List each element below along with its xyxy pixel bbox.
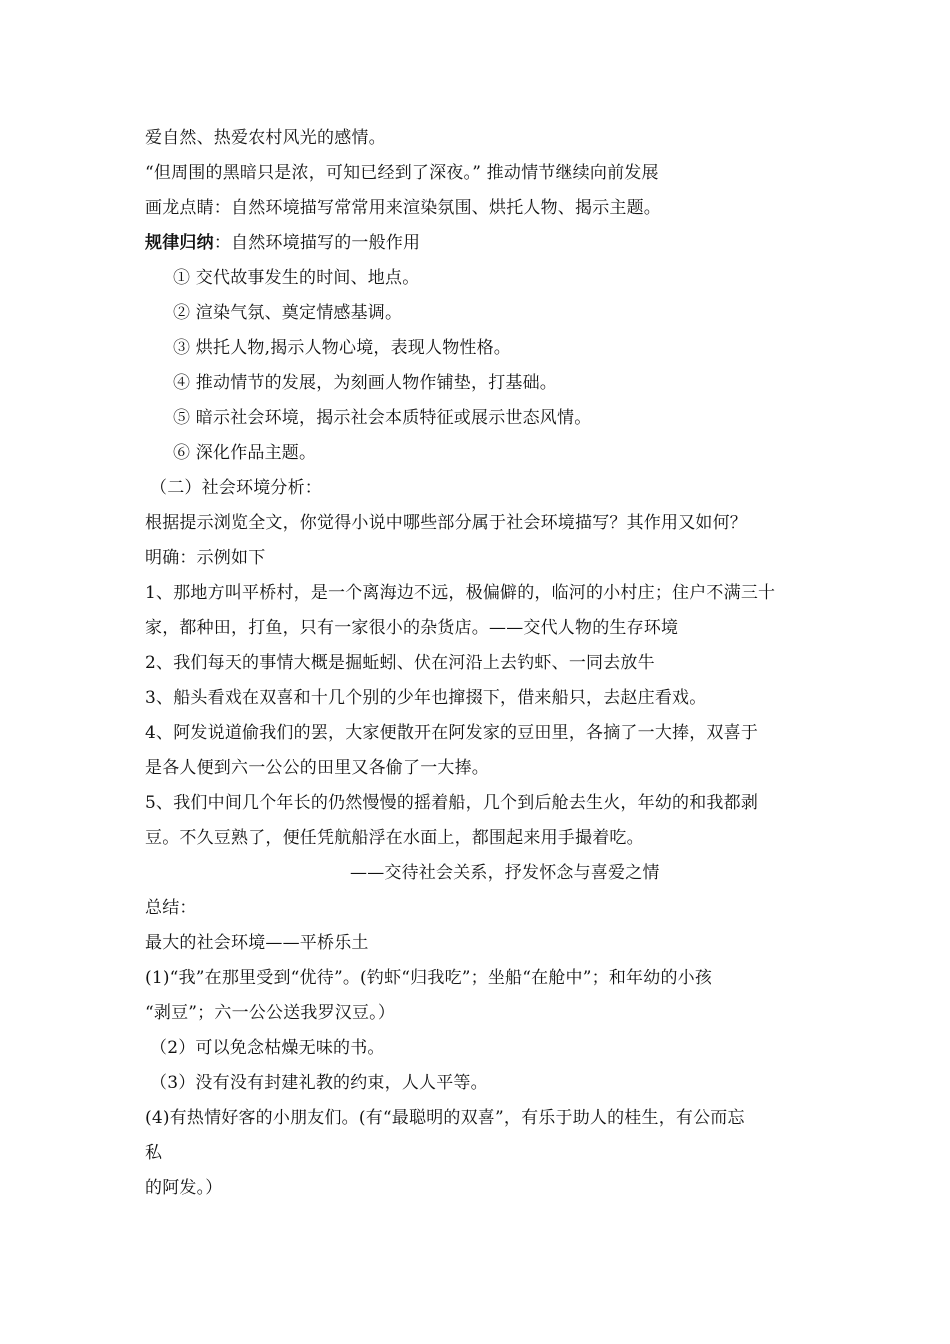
example-line: 豆。不久豆熟了，便任凭航船浮在水面上，都围起来用手撮着吃。	[145, 828, 644, 848]
example-line: 家，都种田，打鱼，只有一家很小的杂货店。——交代人物的生存环境	[145, 618, 679, 638]
list-item: ④ 推动情节的发展，为刻画人物作铺垫，打基础。	[173, 373, 558, 393]
section-heading: （二）社会环境分析：	[150, 478, 322, 498]
summary-heading: 总结：	[145, 898, 197, 918]
text-line: 爱自然、热爱农村风光的感情。	[145, 128, 386, 148]
text-line: 画龙点睛：自然环境描写常常用来渲染氛围、烘托人物、揭示主题。	[145, 198, 661, 218]
summary-line: （3）没有没有封建礼教的约束，人人平等。	[150, 1073, 488, 1093]
example-line: 3、船头看戏在双喜和十几个别的少年也撺掇下，借来船只，去赵庄看戏。	[145, 688, 707, 708]
list-item: ② 渲染气氛、奠定情感基调。	[173, 303, 403, 323]
rule-summary-heading: 规律归纳	[145, 233, 214, 253]
rule-summary-line	[145, 231, 815, 255]
summary-line: (4)有热情好客的小朋友们。(有“最聪明的双喜”，有乐于助人的桂生，有公而忘	[145, 1108, 745, 1128]
list-item: ⑤ 暗示社会环境，揭示社会本质特征或展示世态风情。	[173, 408, 592, 428]
text-line: 明确：示例如下	[145, 548, 266, 568]
heading-separator: ：	[213, 233, 232, 253]
summary-line: 的阿发。）	[145, 1178, 223, 1198]
text-line: 根据提示浏览全文，你觉得小说中哪些部分属于社会环境描写？其作用又如何？	[145, 513, 747, 533]
rule-summary-text: 自然环境描写的一般作用	[231, 233, 421, 253]
list-item: ⑥ 深化作品主题。	[173, 443, 317, 463]
example-line: 2、我们每天的事情大概是掘蚯蚓、伏在河沿上去钓虾、一同去放牛	[145, 653, 655, 673]
example-line: 4、阿发说道偷我们的罢，大家便散开在阿发家的豆田里，各摘了一大捧，双喜于	[145, 723, 759, 743]
example-line: 5、我们中间几个年长的仍然慢慢的摇着船，几个到后舱去生火，年幼的和我都剥	[145, 793, 759, 813]
summary-line: “剥豆”；六一公公送我罗汉豆。）	[145, 1003, 396, 1023]
text-line: “但周围的黑暗只是浓，可知已经到了深夜。” 推动情节继续向前发展	[145, 163, 659, 183]
list-item: ① 交代故事发生的时间、地点。	[173, 268, 420, 288]
summary-line: （2）可以免念枯燥无味的书。	[150, 1038, 385, 1058]
summary-line: 最大的社会环境——平桥乐土	[145, 933, 369, 953]
example-line: 是各人便到六一公公的田里又各偷了一大捧。	[145, 758, 489, 778]
example-conclusion: ——交待社会关系，抒发怀念与喜爱之情	[350, 863, 660, 883]
summary-line: (1)“我”在那里受到“优待”。(钓虾“归我吃”；坐船“在舱中”；和年幼的小孩	[145, 968, 713, 988]
example-line: 1、那地方叫平桥村，是一个离海边不远，极偏僻的，临河的小村庄；住户不满三十	[145, 583, 776, 603]
summary-line: 私	[145, 1143, 163, 1163]
list-item: ③ 烘托人物,揭示人物心境，表现人物性格。	[173, 338, 512, 358]
